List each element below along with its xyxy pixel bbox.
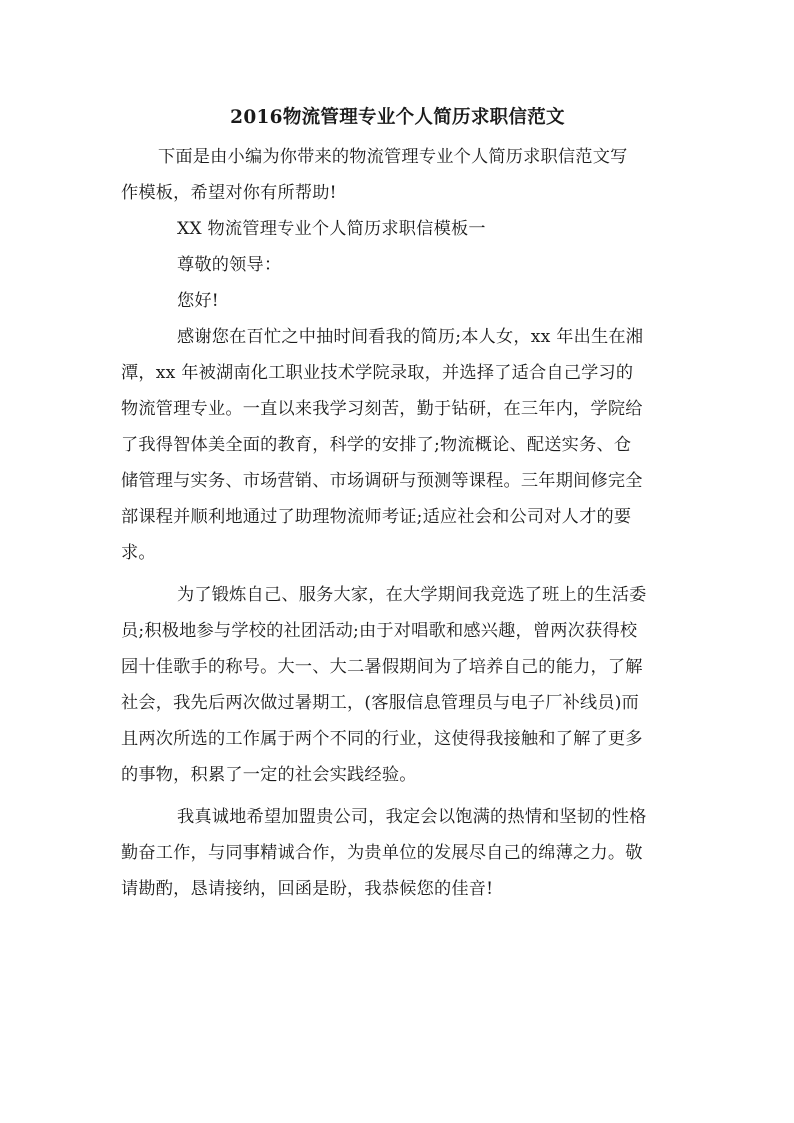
body-paragraph-2 [121,577,674,793]
document-body [121,103,674,907]
greeting-text: 您好! [177,291,219,311]
paragraph-line: 我真诚地希望加盟贵公司，我定会以饱满的热情和坚韧的性格 [177,807,647,827]
paragraph-line: 社会，我先后两次做过暑期工，(客服信息管理员与电子厂补线员)而 [121,693,640,713]
body-paragraph-3 [121,799,674,907]
paragraph-line: 为了锻炼自己、服务大家，在大学期间我竞选了班上的生活委 [177,585,647,605]
paragraph-line: 的事物，积累了一定的社会实践经验。 [121,765,417,785]
intro-line: 下面是由小编为你带来的物流管理专业个人简历求职信范文写 [158,147,628,167]
paragraph-line: 潭，xx 年被湖南化工职业技术学院录取，并选择了适合自己学习的 [121,363,634,383]
paragraph-line: 请勘酌，恳请接纳，回函是盼，我恭候您的佳音! [121,879,494,899]
paragraph-line: 感谢您在百忙之中抽时间看我的简历;本人女，xx 年出生在湘 [177,327,644,347]
paragraph-line: 求。 [121,543,156,563]
template-heading [121,211,674,247]
paragraph-line: 勤奋工作，与同事精诚合作，为贵单位的发展尽自己的绵薄之力。敬 [121,843,643,863]
paragraph-line: 物流管理专业。一直以来我学习刻苦，勤于钻研，在三年内，学院给 [121,399,643,419]
paragraph-line: 部课程并顺利地通过了助理物流师考证;适应社会和公司对人才的要 [121,507,632,527]
intro-paragraph [121,139,674,211]
paragraph-line: 员;积极地参与学校的社团活动;由于对唱歌和感兴趣，曾两次获得校 [121,621,638,641]
document-title: 2016物流管理专业个人简历求职信范文 [230,107,565,128]
salutation [121,247,674,283]
salutation-text: 尊敬的领导： [177,255,282,275]
greeting [121,283,674,319]
paragraph-line: 了我得智体美全面的教育，科学的安排了;物流概论、配送实务、仓 [121,435,632,455]
intro-line: 作模板，希望对你有所帮助! [121,183,337,203]
body-paragraph-1 [121,319,674,571]
paragraph-line: 园十佳歌手的称号。大一、大二暑假期间为了培养自己的能力，了解 [121,657,643,677]
paragraph-line: 储管理与实务、市场营销、市场调研与预测等课程。三年期间修完全 [121,471,643,491]
paragraph-line: 且两次所选的工作属于两个不同的行业，这使得我接触和了解了更多 [121,729,643,749]
template-heading-text: XX 物流管理专业个人简历求职信模板一 [177,219,486,239]
